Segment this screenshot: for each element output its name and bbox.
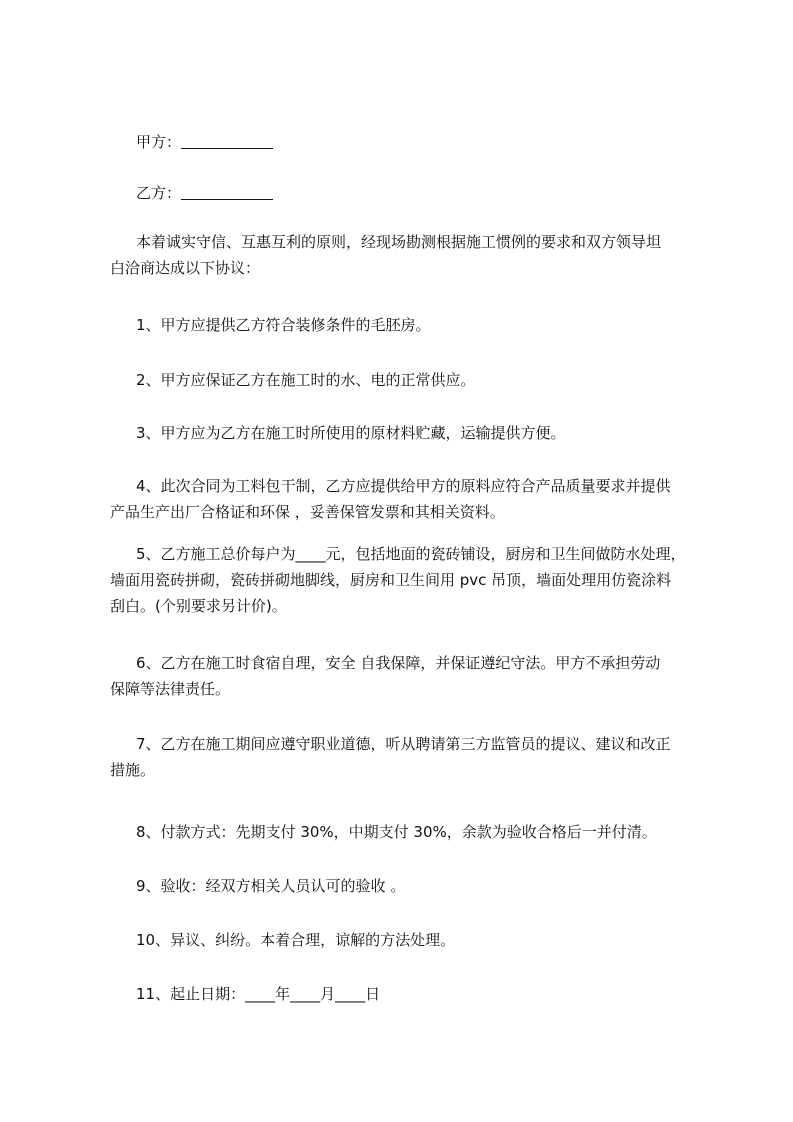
- party-a-line: [110, 129, 700, 155]
- paragraph-line: 9、验收：经双方相关人员认可的验收 。: [136, 877, 406, 895]
- paragraph-line: 墙面用瓷砖拼砌，瓷砖拼砌地脚线，厨房和卫生间用 pvc 吊顶，墙面处理用仿瓷涂料: [110, 571, 672, 589]
- paragraph-2: [110, 367, 700, 393]
- paragraph-line: 8、付款方式：先期支付 30%，中期支付 30%，余款为验收合格后一并付清。: [136, 823, 657, 841]
- paragraph-0: [110, 229, 700, 281]
- paragraph-3: [110, 420, 700, 446]
- paragraph-8: [110, 819, 700, 845]
- paragraph-line: 白洽商达成以下协议：: [110, 259, 261, 277]
- paragraph-6: [110, 650, 700, 702]
- paragraph-line: 6、乙方在施工时食宿自理，安全 自我保障，并保证遵纪守法。甲方不承担劳动: [136, 654, 661, 672]
- paragraph-9: [110, 873, 700, 899]
- paragraph-line: 1、甲方应提供乙方符合装修条件的毛胚房。: [136, 316, 431, 334]
- paragraph-10: [110, 927, 700, 953]
- paragraph-line: 本着诚实守信、互惠互利的原则，经现场勘测根据施工惯例的要求和双方领导坦: [136, 233, 662, 251]
- paragraph-7: [110, 731, 700, 783]
- paragraph-line: 产品生产出厂合格证和环保 ，妥善保管发票和其相关资料。: [110, 503, 505, 521]
- party-a-label: 甲方：: [136, 133, 182, 151]
- paragraph-line: 11、起止日期：____年____月____日: [136, 985, 381, 1003]
- paragraph-4: [110, 473, 700, 525]
- paragraph-line: 措施。: [110, 761, 156, 779]
- paragraph-11: [110, 981, 700, 1007]
- paragraph-5: [110, 541, 700, 619]
- party-b-blank[interactable]: [181, 184, 273, 200]
- paragraph-line: 4、此次合同为工料包干制，乙方应提供给甲方的原料应符合产品质量要求并提供: [136, 477, 671, 495]
- party-a-blank[interactable]: [181, 133, 273, 149]
- paragraph-line: 3、甲方应为乙方在施工时所使用的原材料贮藏，运输提供方便。: [136, 424, 566, 442]
- paragraph-line: 5、乙方施工总价每户为____元，包括地面的瓷砖铺设，厨房和卫生间做防水处理，: [136, 545, 686, 563]
- paragraph-line: 2、甲方应保证乙方在施工时的水、电的正常供应。: [136, 371, 476, 389]
- party-b-line: [110, 180, 700, 206]
- party-b-label: 乙方：: [136, 184, 182, 202]
- paragraph-line: 保障等法律责任。: [110, 680, 231, 698]
- paragraph-line: 10、异议、纠纷。本着合理，谅解的方法处理。: [136, 931, 456, 949]
- paragraph-line: 刮白。(个别要求另计价)。: [110, 597, 287, 615]
- paragraph-line: 7、乙方在施工期间应遵守职业道德，听从聘请第三方监管员的提议、建议和改正: [136, 735, 671, 753]
- paragraph-1: [110, 312, 700, 338]
